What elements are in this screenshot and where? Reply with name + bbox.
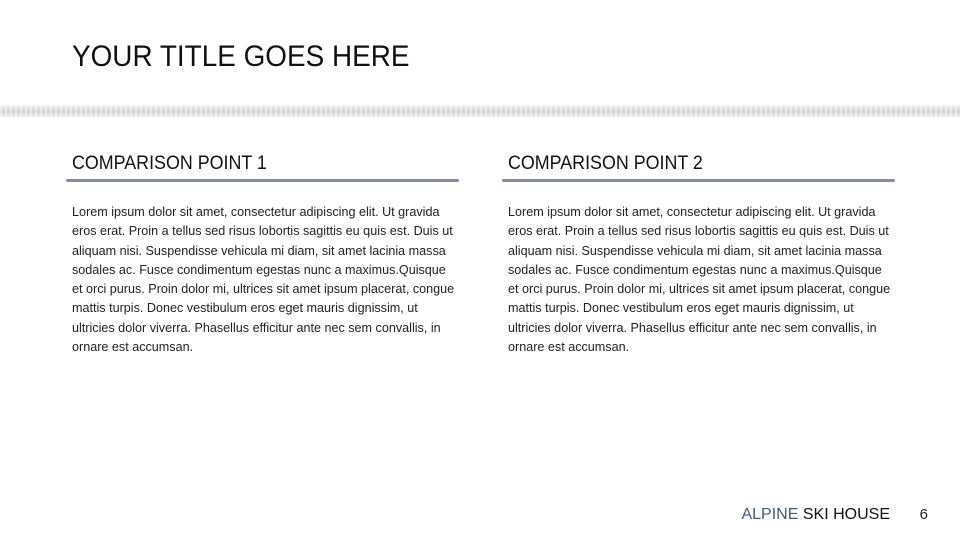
brand-name-part1: ALPINE xyxy=(741,506,799,523)
brand-name-part2: SKI HOUSE xyxy=(802,506,890,523)
heading-underline-2 xyxy=(502,179,895,182)
comparison-heading-2: COMPARISON POINT 2 xyxy=(508,153,703,174)
comparison-heading-1: COMPARISON POINT 1 xyxy=(72,153,267,174)
brand-logo-text xyxy=(741,505,890,525)
heading-underline-1 xyxy=(66,179,459,182)
comparison-body-2: Lorem ipsum dolor sit amet, consectetur adipiscing elit. Ut gravida eros erat. Proin a tellus sed risus lobortis sagittis eu quis est. Duis ut aliquam nisi. Suspendisse vehicula mi diam, sit amet lacinia massa sodales ac. Fusce condimentum egestas nunc a maximus.Quisque et orci purus. Proin dolor mi, ultrices sit amet ipsum placerat, congue mattis turpis. Donec vestibulum eros eget mauris dignissim, ut ultricies dolor viverra. Phasellus efficitur ante nec sem convallis, in ornare est accumsan. xyxy=(508,205,891,355)
comparison-body-1: Lorem ipsum dolor sit amet, consectetur adipiscing elit. Ut gravida eros erat. Proin a tellus sed risus lobortis sagittis eu quis est. Duis ut aliquam nisi. Suspendisse vehicula mi diam, sit amet lacinia massa sodales ac. Fusce condimentum egestas nunc a maximus.Quisque et orci purus. Proin dolor mi, ultrices sit amet ipsum placerat, congue mattis turpis. Donec vestibulum eros eget mauris dignissim, ut ultricies dolor viverra. Phasellus efficitur ante nec sem convallis, in ornare est accumsan. xyxy=(72,205,455,355)
comparison-column-2 xyxy=(508,152,898,357)
comparison-column-1 xyxy=(72,152,462,357)
title-divider xyxy=(0,105,960,117)
page-number: 6 xyxy=(919,506,928,523)
slide-title: YOUR TITLE GOES HERE xyxy=(72,40,410,73)
